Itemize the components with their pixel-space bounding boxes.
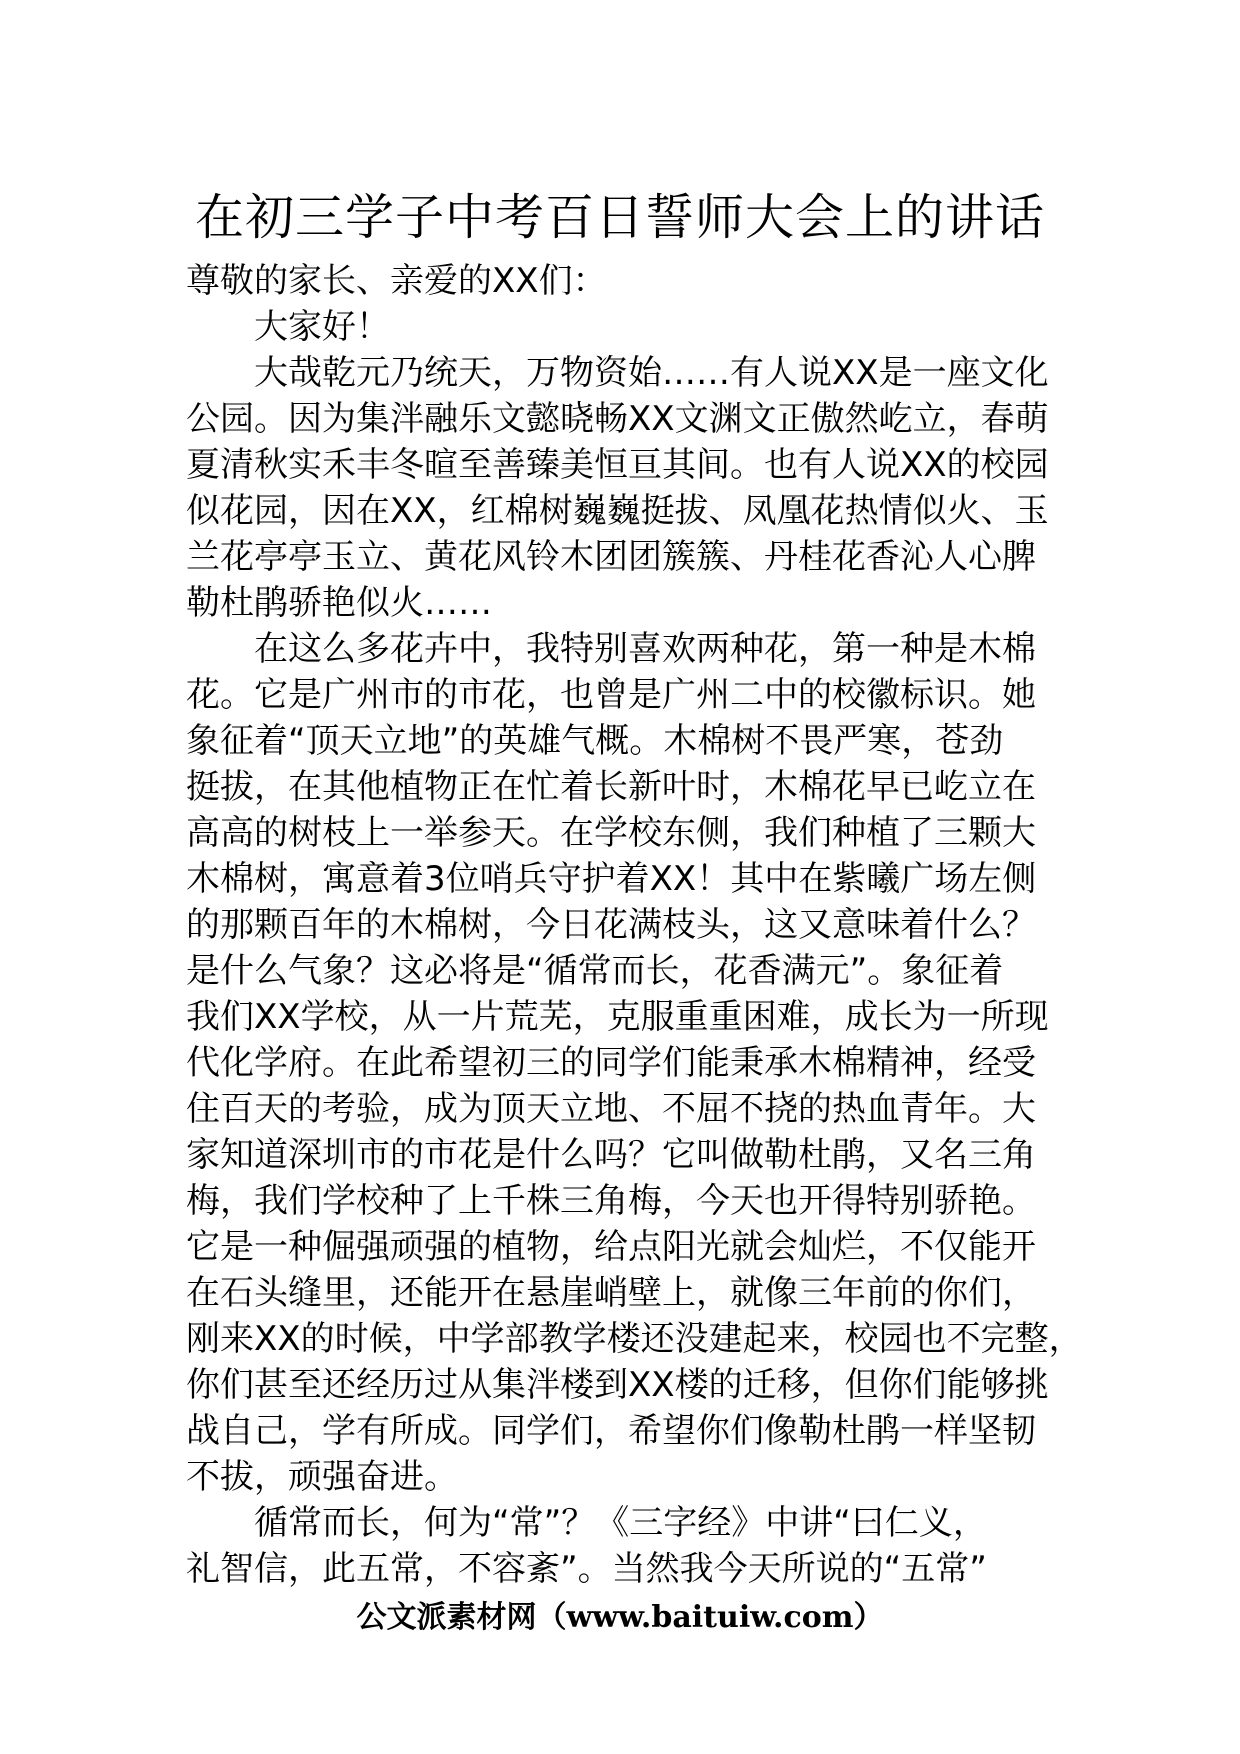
- text-line: 住百天的考验，成为顶天立地、不屈不挠的热血青年。大: [186, 1089, 1036, 1129]
- text-line: 循常而长，何为“常”？《三字经》中讲“曰仁义，: [254, 1503, 987, 1543]
- page-title: 在初三学子中考百日誓师大会上的讲话: [194, 189, 1045, 246]
- text-line: 兰花亭亭玉立、黄花风铃木团团簇簇、丹桂花香沁人心脾: [186, 537, 1036, 577]
- text-line: 在石头缝里，还能开在悬崖峭壁上，就像三年前的你们，: [186, 1273, 1036, 1313]
- text-line: 高高的树枝上一举参天。在学校东侧，我们种植了三颗大: [186, 813, 1036, 853]
- salutation-line: 尊敬的家长、亲爱的XX们：: [186, 261, 607, 301]
- text-line: 的那颗百年的木棉树，今日花满枝头，这又意味着什么？: [186, 905, 1036, 945]
- text-line: 不拔，顽强奋进。: [186, 1457, 458, 1497]
- text-line: 礼智信，此五常，不容紊”。当然我今天所说的“五常”: [186, 1549, 987, 1589]
- text-line: 勒杜鹃骄艳似火……: [186, 583, 492, 623]
- text-line: 家知道深圳市的市花是什么吗？它叫做勒杜鹃，又名三角: [186, 1135, 1036, 1175]
- text-line: 挺拔，在其他植物正在忙着长新叶时，木棉花早已屹立在: [186, 767, 1036, 807]
- text-line: 似花园，因在XX，红棉树巍巍挺拔、凤凰花热情似火、玉: [186, 491, 1049, 531]
- text-line: 象征着“顶天立地”的英雄气概。木棉树不畏严寒，苍劲: [186, 721, 1004, 761]
- text-line: 梅，我们学校种了上千株三角梅，今天也开得特别骄艳。: [186, 1181, 1036, 1221]
- text-line: 战自己，学有所成。同学们，希望你们像勒杜鹃一样坚韧: [186, 1411, 1036, 1451]
- text-line: 它是一种倔强顽强的植物，给点阳光就会灿烂，不仅能开: [186, 1227, 1036, 1267]
- text-line: 花。它是广州市的市花，也曾是广州二中的校徽标识。她: [186, 675, 1036, 715]
- text-line: 是什么气象？这必将是“循常而长，花香满元”。象征着: [186, 951, 1004, 991]
- text-line: 木棉树，寓意着3位哨兵守护着XX！其中在紫曦广场左侧: [186, 859, 1037, 899]
- text-line: 夏清秋实禾丰冬暄至善臻美恒亘其间。也有人说XX的校园: [186, 445, 1049, 485]
- text-line: 你们甚至还经历过从集泮楼到XX楼的迁移，但你们能够挑: [186, 1365, 1049, 1405]
- text-line: 公园。因为集泮融乐文懿晓畅XX文渊文正傲然屹立，春萌: [186, 399, 1049, 439]
- greeting-line: 大家好！: [254, 307, 390, 347]
- text-line: 在这么多花卉中，我特别喜欢两种花，第一种是木棉: [254, 629, 1036, 669]
- footer-source: 公文派素材网（www.baituiw.com）: [356, 1600, 884, 1635]
- text-line: 我们XX学校，从一片荒芜，克服重重困难，成长为一所现: [186, 997, 1049, 1037]
- speech-body: [186, 258, 1086, 1592]
- text-line: 大哉乾元乃统天，万物资始……有人说XX是一座文化: [254, 353, 1049, 393]
- text-line: 代化学府。在此希望初三的同学们能秉承木棉精神，经受: [186, 1043, 1036, 1083]
- text-line: 刚来XX的时候，中学部教学楼还没建起来，校园也不完整，: [186, 1319, 1083, 1359]
